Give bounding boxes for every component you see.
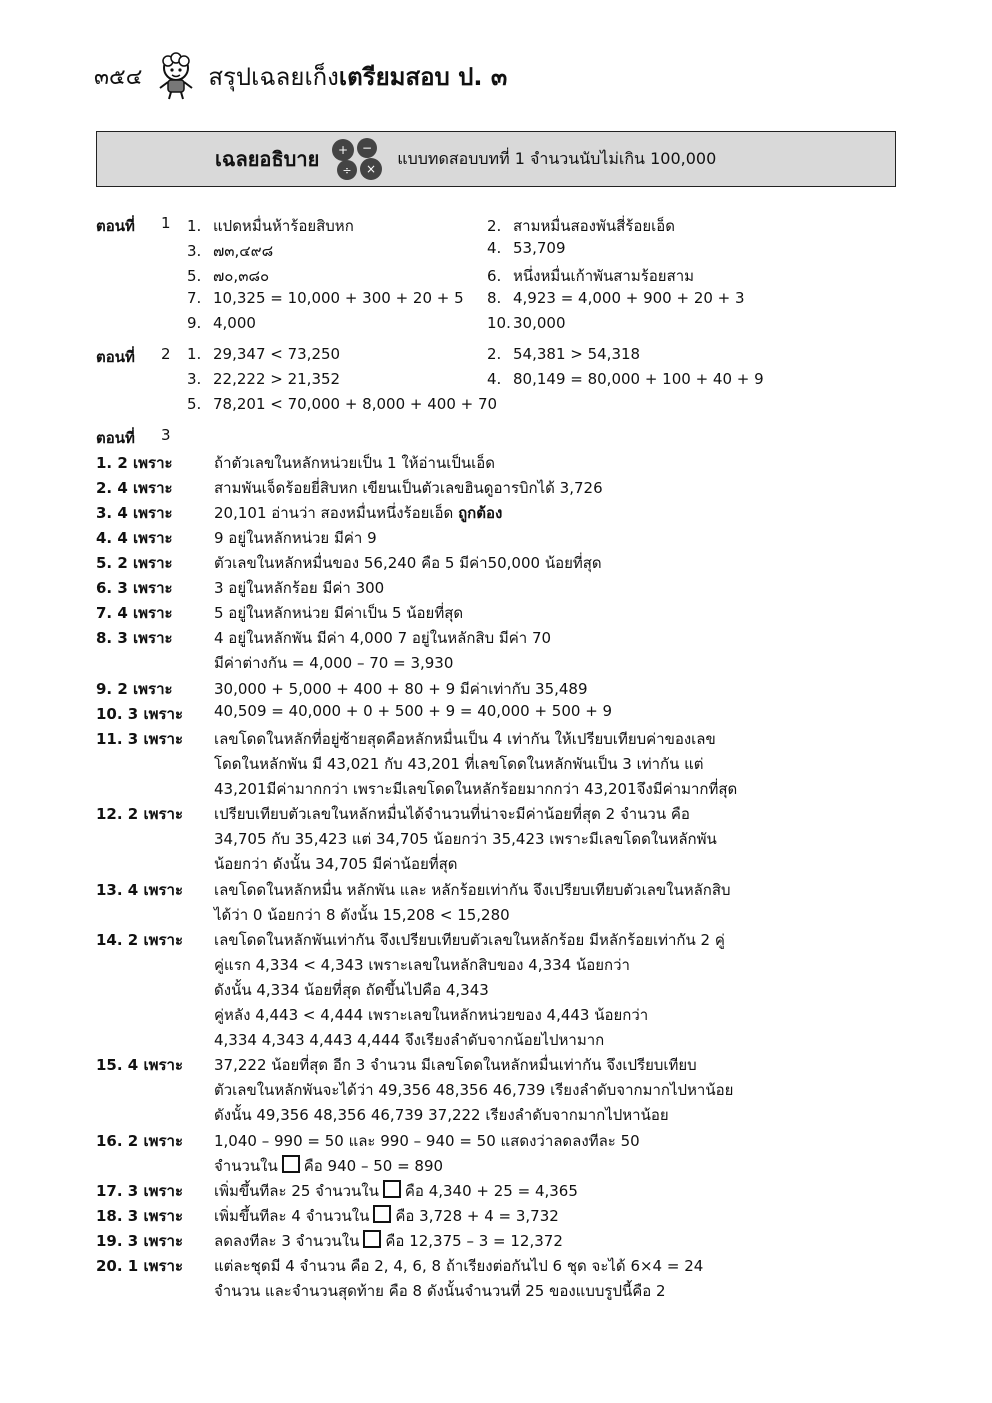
list-item: 8. 4,923 = 4,000 + 900 + 20 + 3 bbox=[487, 289, 745, 307]
list-item: 6. หนึ่งหมื่นเก้าพันสามร้อยสาม bbox=[487, 267, 695, 285]
list-item: 1. 29,347 < 73,250 bbox=[187, 345, 341, 363]
list-item: 2. 54,381 > 54,318 bbox=[487, 345, 641, 363]
list-item: 2. สามหมื่นสองพันสี่ร้อยเอ็ด bbox=[487, 217, 676, 235]
blank-box-icon bbox=[383, 1180, 401, 1198]
svg-text:−: − bbox=[362, 141, 373, 155]
answer-continuation: 34,705 กับ 35,423 แต่ 34,705 น้อยกว่า 35,423 เพราะมีเลขโดดในหลักพัน bbox=[214, 830, 717, 848]
book-title: สรุปเฉลยเก็งเตรียมสอบ ป. ๓ bbox=[208, 62, 508, 91]
answer-continuation: ดังนั้น 4,334 น้อยที่สุด ถัดขึ้นไปคือ 4,343 bbox=[214, 981, 489, 999]
list-item: 5. 78,201 < 70,000 + 8,000 + 400 + 70 bbox=[187, 395, 498, 413]
section-banner bbox=[96, 131, 896, 187]
blank-box-icon bbox=[282, 1155, 300, 1173]
part-3-heading: ตอนที่ 3 bbox=[96, 426, 171, 447]
answer-continuation: ดังนั้น 49,356 48,356 46,739 37,222 เรียงลำดับจากมากไปหาน้อย bbox=[214, 1106, 669, 1124]
list-item: 4. 80,149 = 80,000 + 100 + 40 + 9 bbox=[487, 370, 764, 388]
answer-continuation: โดดในหลักพัน มี 43,021 กับ 43,201 ที่เลขโดดในหลักพันเป็น 3 เท่ากัน แต่ bbox=[214, 755, 704, 773]
list-item: 9. 4,000 bbox=[187, 314, 256, 332]
list-item: 1. แปดหมื่นห้าร้อยสิบหก bbox=[187, 217, 354, 235]
svg-text:+: + bbox=[338, 143, 349, 157]
answer-continuation: คู่แรก 4,334 < 4,343 เพราะเลขในหลักสิบของ 4,334 น้อยกว่า bbox=[214, 956, 630, 974]
part-1-heading: ตอนที่ 1 bbox=[96, 214, 171, 235]
list-item: 3. 22,222 > 21,352 bbox=[187, 370, 341, 388]
answer-continuation: มีค่าต่างกัน = 4,000 – 70 = 3,930 bbox=[214, 654, 454, 672]
list-item: 5. ๗๐,๓๘๐ bbox=[187, 267, 270, 285]
answer-continuation: ตัวเลขในหลักพันจะได้ว่า 49,356 48,356 46,739 เรียงลำดับจากมากไปหาน้อย bbox=[214, 1081, 734, 1099]
answer-continuation: จำนวน และจำนวนสุดท้าย คือ 8 ดังนั้นจำนวนที่ 25 ของแบบรูปนี้คือ 2 bbox=[214, 1282, 666, 1300]
mascot-icon bbox=[152, 52, 200, 100]
list-item: 10. 30,000 bbox=[487, 314, 566, 332]
page-number: ๓๕๔ bbox=[94, 64, 143, 90]
answer-continuation: น้อยกว่า ดังนั้น 34,705 มีค่าน้อยที่สุด bbox=[214, 855, 458, 873]
answer-continuation: 43,201มีค่ามากกว่า เพราะมีเลขโดดในหลักร้อยมากกว่า 43,201จึงมีค่ามากที่สุด bbox=[214, 780, 738, 798]
list-item: 3. ๗๓,๔๙๘ bbox=[187, 242, 274, 260]
blank-box-icon bbox=[373, 1205, 391, 1223]
banner-label: เฉลยอธิบาย bbox=[215, 147, 320, 171]
list-item: 4. 53,709 bbox=[487, 239, 566, 257]
banner-title: แบบทดสอบบทที่ 1 จำนวนนับไม่เกิน 100,000 bbox=[397, 148, 717, 168]
answer-continuation: ได้ว่า 0 น้อยกว่า 8 ดังนั้น 15,208 < 15,280 bbox=[214, 906, 510, 924]
blank-box-icon bbox=[363, 1230, 381, 1248]
answer-continuation: คู่หลัง 4,443 < 4,444 เพราะเลขในหลักหน่วยของ 4,443 น้อยกว่า bbox=[214, 1006, 649, 1024]
part-2-heading: ตอนที่ 2 bbox=[96, 345, 171, 366]
svg-text:×: × bbox=[366, 162, 377, 176]
list-item: 7. 10,325 = 10,000 + 300 + 20 + 5 bbox=[187, 289, 464, 307]
page-header bbox=[94, 52, 507, 100]
answer-continuation: จำนวนใน คือ 940 – 50 = 890 bbox=[214, 1157, 444, 1175]
math-operators-icon bbox=[329, 136, 387, 182]
answer-continuation: 4,334 4,343 4,443 4,444 จึงเรียงลำดับจากน้อยไปหามาก bbox=[214, 1031, 605, 1049]
svg-text:÷: ÷ bbox=[342, 164, 352, 177]
